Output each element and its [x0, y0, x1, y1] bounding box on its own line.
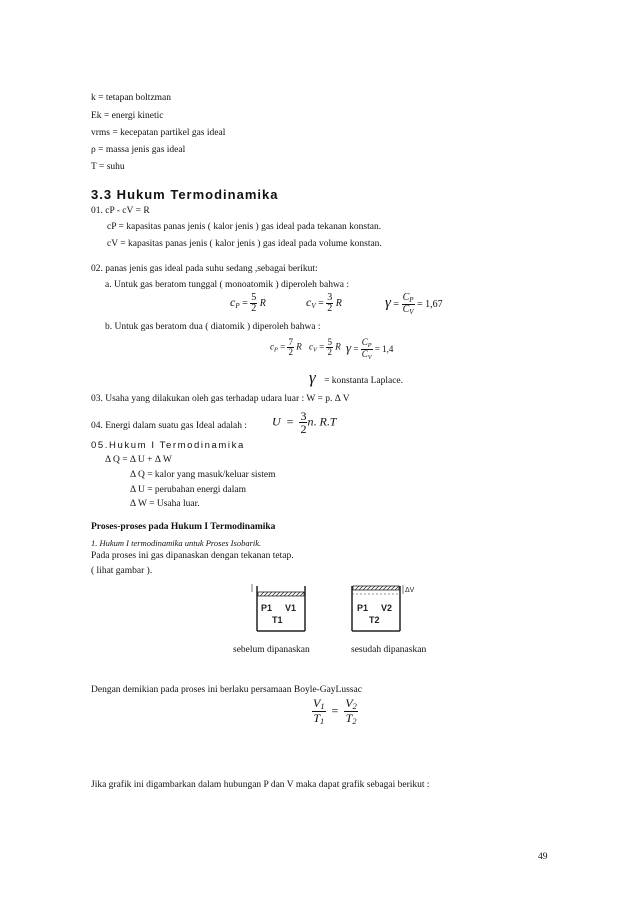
delta-v-label: ΔV: [405, 587, 415, 594]
item04-energi: 04. Energi dalam suatu gas Ideal adalah :: [91, 421, 247, 431]
hukum1-dq: Δ Q = kalor yang masuk/keluar sistem: [130, 470, 276, 480]
proses-heading: Proses-proses pada Hukum I Termodinamika: [91, 522, 276, 532]
grafik-text: Jika grafik ini digambarkan dalam hubungan P dan V maka dapat grafik sebagai berikut :: [91, 780, 430, 790]
formula-cp-di: $c_P$ = $\frac{7}{2}$ R: [270, 337, 302, 357]
formula-internal-energy: U = $\frac{3}{2}$ n. R.T: [272, 409, 337, 436]
hukum1-title: 05.Hukum I Termodinamika: [91, 440, 245, 451]
item02-a-monoatomic: a. Untuk gas beratom tunggal ( monoatomik ) diperoleh bahwa :: [105, 280, 350, 290]
caption-before: sebelum dipanaskan: [233, 645, 310, 655]
svg-text:V2: V2: [381, 603, 393, 613]
item02-b-diatomic: b. Untuk gas beratom dua ( diatomik ) diperoleh bahwa :: [105, 322, 321, 332]
svg-text:T2: T2: [369, 615, 380, 625]
svg-text:T1: T1: [272, 615, 283, 625]
definition-t: T = suhu: [91, 162, 125, 172]
definition-rho: ρ = massa jenis gas ideal: [91, 145, 186, 155]
svg-text:V1: V1: [285, 603, 297, 613]
hukum1-equation: Δ Q = Δ U + Δ W: [105, 455, 172, 465]
definition-vrms: vrms = kecepatan partikel gas ideal: [91, 128, 226, 138]
formula-cv-mono: $c_V$ = $\frac{3}{2}$ R: [306, 292, 342, 314]
formula-gamma-di: γ = $\frac{C_P}{C_V}$ = 1,4: [346, 337, 394, 362]
caption-after: sesudah dipanaskan: [351, 645, 427, 655]
hukum1-du: Δ U = perubahan energi dalam: [130, 485, 247, 495]
item01-cp-description: cP = kapasitas panas jenis ( kalor jenis ) gas ideal pada tekanan konstan.: [107, 222, 382, 232]
definition-k: k = tetapan boltzman: [91, 93, 172, 103]
item01-cv-description: cV = kapasitas panas jenis ( kalor jenis ) gas ideal pada volume konstan.: [107, 239, 382, 249]
definition-ek: Ek = energi kinetic: [91, 111, 164, 121]
container-after: [352, 585, 415, 631]
item03-usaha: 03. Usaha yang dilakukan oleh gas terhadap udara luar : W = p. Δ V: [91, 394, 350, 404]
proses-subheading: 1. Hukum I termodinamika untuk Proses Isobarik.: [91, 538, 262, 548]
page-number: 49: [538, 852, 548, 862]
proses-line2: ( lihat gambar ).: [91, 566, 153, 576]
proses-line1: Pada proses ini gas dipanaskan dengan tekanan tetap.: [91, 551, 294, 561]
gamma-di-value: 1,4: [382, 343, 394, 354]
isobaric-figure: [248, 582, 416, 634]
item02-intro: 02. panas jenis gas ideal pada suhu sedang ,sebagai berikut:: [91, 264, 318, 274]
section-title: 3.3 Hukum Termodinamika: [91, 187, 279, 202]
gamma-note: γ = konstanta Laplace.: [309, 368, 404, 387]
container-before: [252, 584, 305, 631]
hukum1-dw: Δ W = Usaha luar.: [130, 499, 200, 509]
item01-formula: 01. cP - cV = R: [91, 206, 150, 216]
formula-gamma-mono: γ = $\frac{C_P}{C_V}$ = 1,67: [385, 292, 443, 316]
formula-boyle-gaylussac: $\frac{V_1}{T_1}$ = $\frac{V_2}{T_2}$: [313, 696, 357, 727]
gamma-mono-value: 1,67: [425, 298, 443, 310]
svg-text:P1: P1: [357, 603, 369, 613]
svg-text:P1: P1: [261, 603, 273, 613]
boyle-gaylussac-text: Dengan demikian pada proses ini berlaku persamaan Boyle-GayLussac: [91, 685, 362, 695]
formula-cv-di: $c_V$ = $\frac{5}{2}$ R: [309, 337, 341, 357]
formula-cp-mono: $c_P$ = $\frac{5}{2}$ R: [230, 292, 266, 314]
